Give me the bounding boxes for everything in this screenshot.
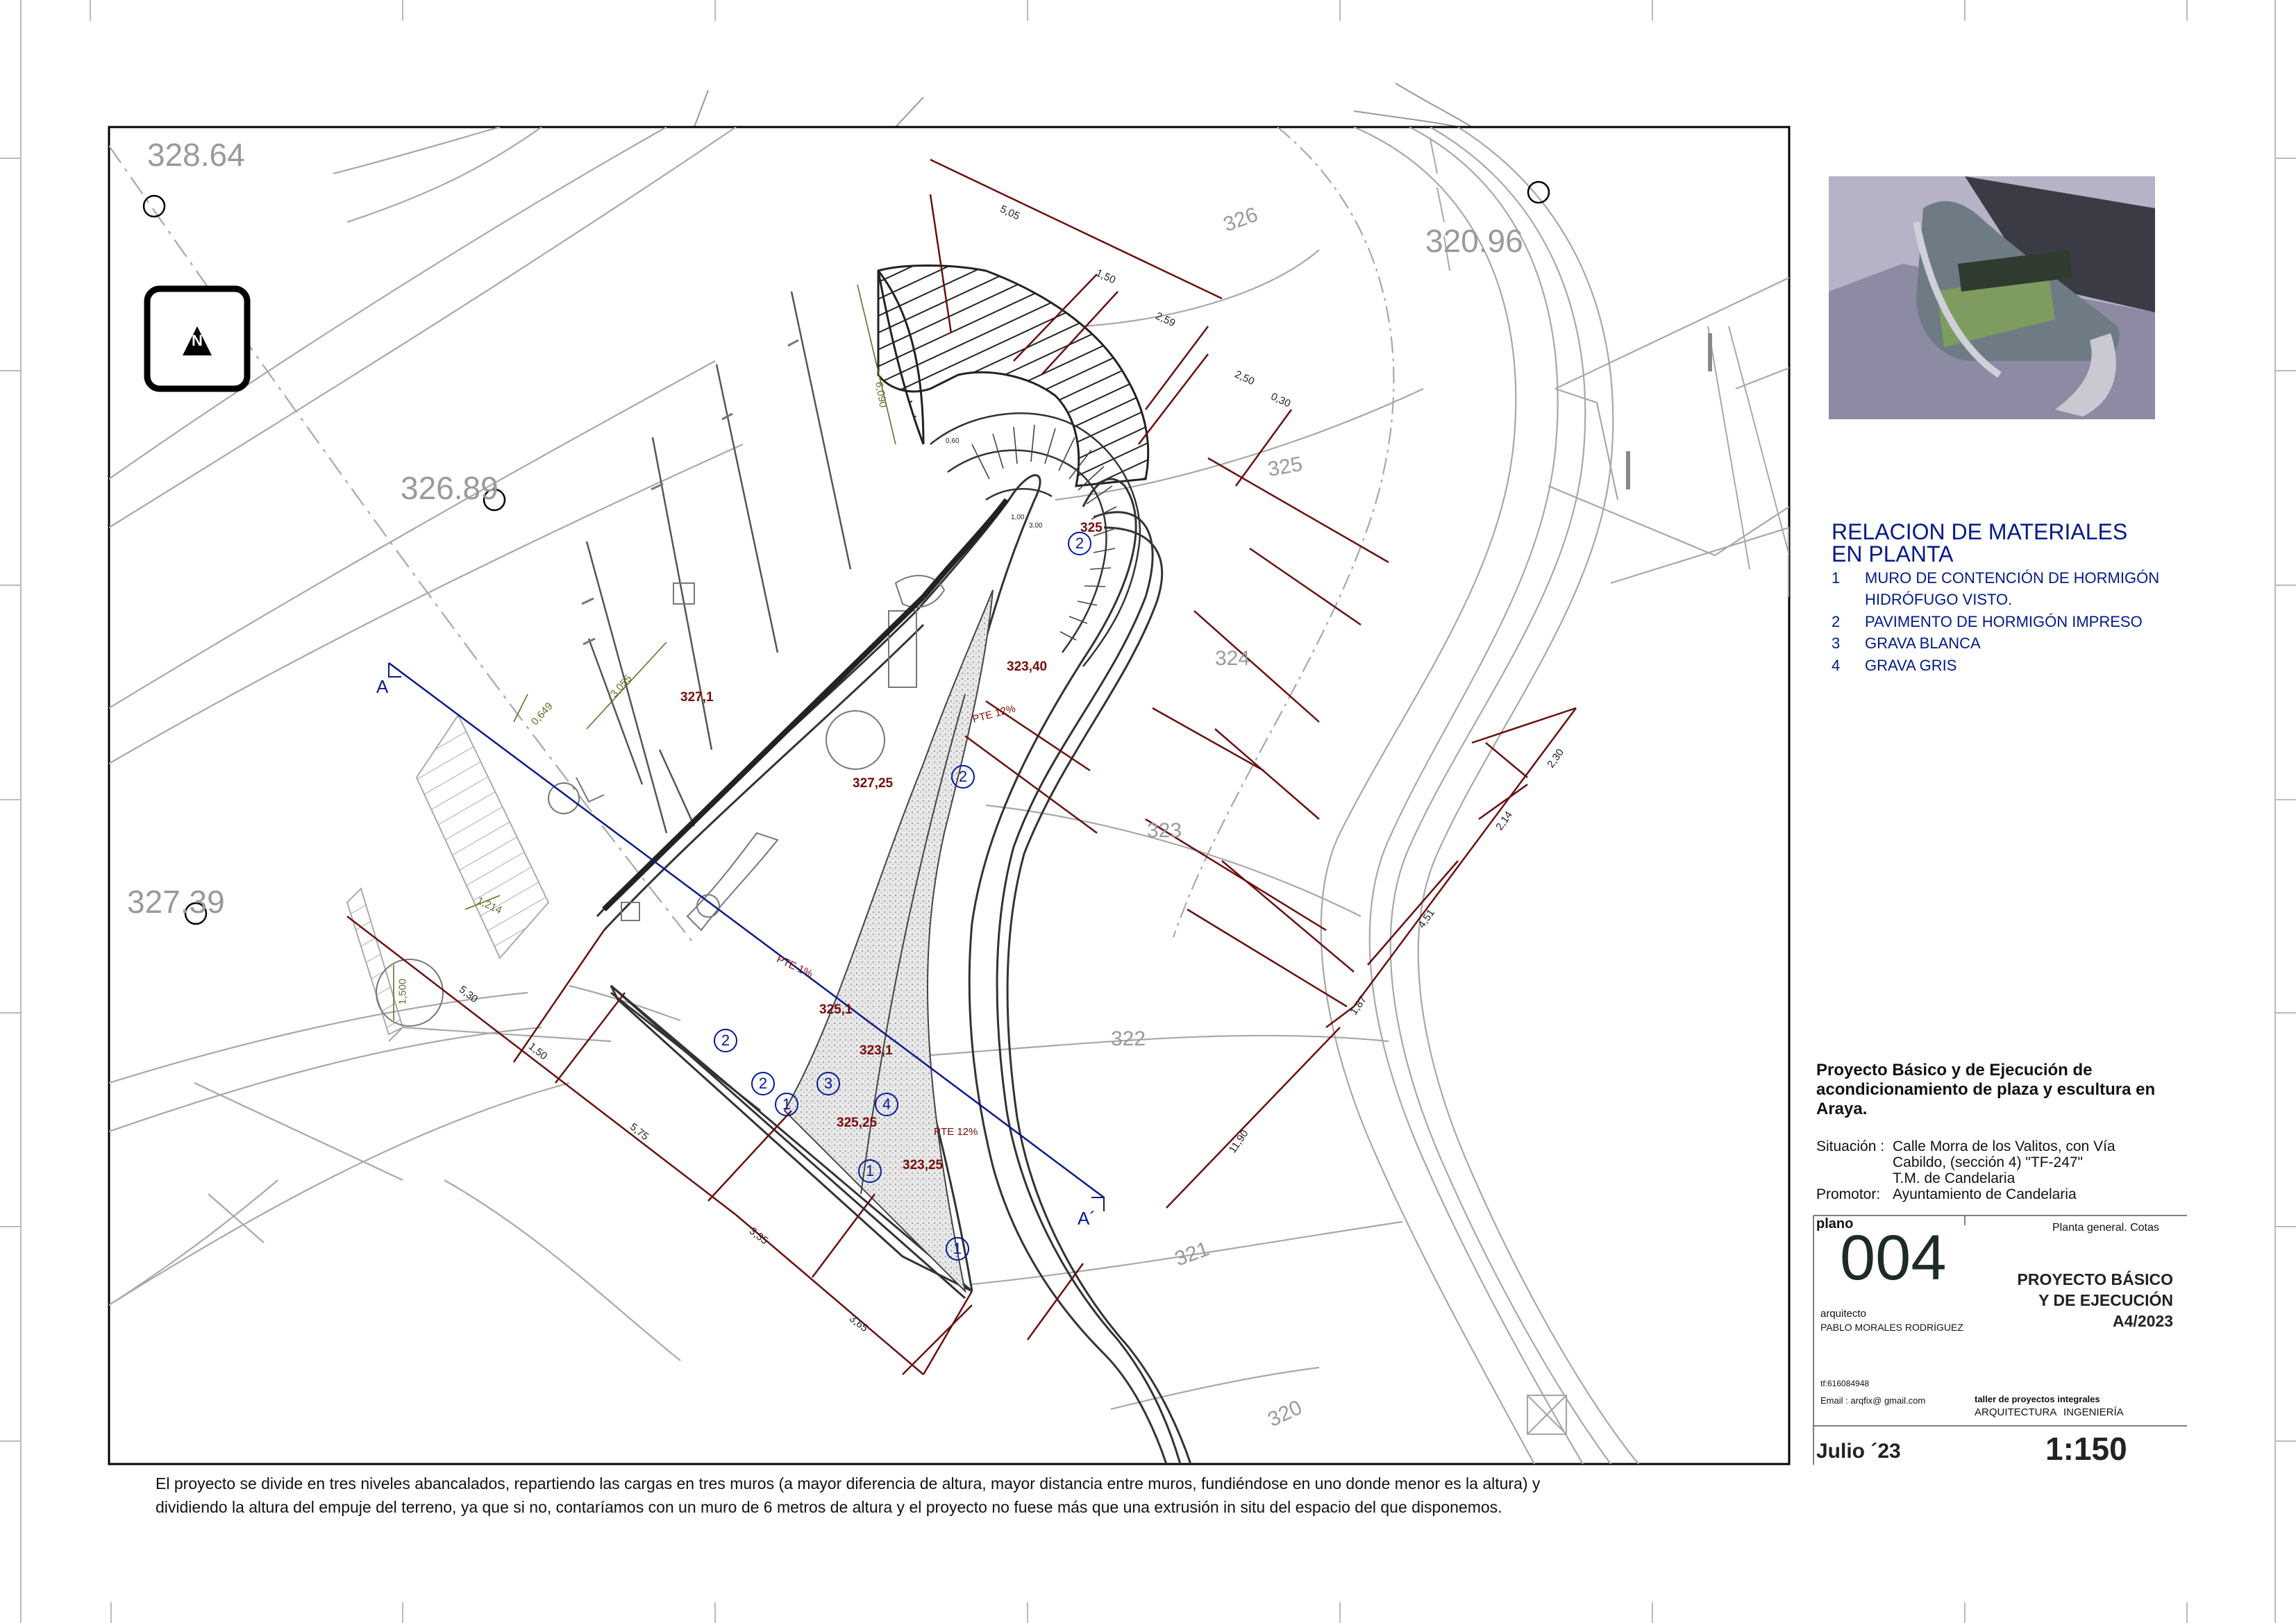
dimension-label: 3,65: [846, 1312, 871, 1335]
parking-wall: [604, 597, 923, 909]
dimension-label: 3,055: [607, 672, 635, 700]
material-marker: 1: [775, 1093, 798, 1116]
project-title: Proyecto Básico y de Ejecución de acondicionamiento de plaza y escultura en Araya.: [1816, 1061, 2156, 1118]
phase-line-2: Y DE EJECUCIÓN: [2038, 1291, 2173, 1309]
dimension-label: 6,090: [873, 380, 889, 409]
dimension-label: 2,30: [1545, 746, 1566, 771]
level-cota: 325: [1080, 521, 1103, 535]
legend-title: RELACION DE MATERIALES EN PLANTA: [1832, 519, 2128, 566]
level-cota: 327,25: [853, 776, 894, 791]
dimension-label: 5,05: [998, 203, 1022, 223]
contour-label: 322: [1111, 1027, 1146, 1050]
contour-label: 324: [1215, 647, 1250, 670]
dimension-label: 0,60: [946, 437, 960, 445]
email: Email : arqfix@ gmail.com: [1820, 1395, 1926, 1406]
level-cota: 325,25: [837, 1116, 878, 1130]
project-note-line: El proyecto se divide en tres niveles abancalados, repartiendo las cargas en tres muros (a mayor diferencia de altura, mayor distancia entre muros, fundiéndose en uno donde menor es la altura) y: [156, 1474, 1541, 1492]
spot-elevation: 328.64: [147, 137, 245, 173]
legend-item: 2 PAVIMENTO DE HORMIGÓN IMPRESO: [1832, 613, 2143, 630]
dimension-label: 11,90: [1226, 1127, 1251, 1156]
contour-label: 320: [1264, 1396, 1306, 1432]
arquitecto-name: PABLO MORALES RODRÍGUEZ: [1820, 1322, 1963, 1333]
dimension-label: 0,649: [528, 700, 555, 728]
arquitecto-label: arquitecto: [1820, 1308, 1866, 1320]
situacion-label: Situación :: [1816, 1138, 1885, 1154]
situacion-line: T.M. de Candelaria: [1893, 1170, 2016, 1186]
promotor-label: Promotor:: [1816, 1186, 1881, 1202]
plano-number: 004: [1840, 1222, 1947, 1293]
dimension-label: 1,500: [396, 978, 409, 1005]
studio-discipline: ARQUITECTURA: [1975, 1406, 2057, 1418]
material-marker: 3: [816, 1072, 840, 1095]
legend-item: 3 GRAVA BLANCA: [1832, 634, 1981, 652]
legend-item: 4 GRAVA GRIS: [1832, 657, 1957, 674]
level-cota: 325,1: [819, 1002, 853, 1017]
dimension-label: 4,51: [1416, 907, 1437, 931]
slope-label: PTE 12%: [971, 703, 1017, 725]
slope-label: PTE 1%: [774, 953, 815, 980]
plano-label: plano: [1816, 1216, 1854, 1231]
contour-label: 323: [1147, 819, 1182, 842]
spot-elevation: 320.96: [1425, 223, 1523, 259]
legend-item: 1 MURO DE CONTENCIÓN DE HORMIGÓN: [1832, 569, 2160, 587]
material-marker: 2: [951, 765, 975, 789]
studio-name: taller de proyectos integrales: [1975, 1394, 2100, 1404]
project-note-line: dividiendo la altura del empuje del terreno, ya que si no, contaríamos con un muro de 6 metros de altura y el proyecto no fuese más que una extrusión in situ del espacio del que disponemos.: [156, 1498, 1502, 1516]
section-label-a: A: [376, 676, 389, 697]
dimension-label: 2,59: [1153, 310, 1178, 330]
render-thumbnail: [1829, 176, 2155, 419]
level-cota: 323,1: [860, 1043, 893, 1058]
phase-line-1: PROYECTO BÁSICO: [2017, 1270, 2173, 1288]
north-label: N: [192, 332, 203, 349]
dimension-label: 1,87: [1348, 993, 1369, 1018]
bars: [1628, 333, 1710, 489]
material-marker: 1: [946, 1237, 969, 1261]
road-ticks: [1430, 139, 1789, 569]
dimension-label: 5,30: [456, 983, 480, 1006]
material-marker: 2: [751, 1072, 775, 1095]
parking-lines: [587, 292, 850, 833]
minor-dimensions: [394, 285, 896, 1020]
scale: 1:150: [2045, 1431, 2127, 1467]
spot-elevation: 326.89: [401, 470, 498, 506]
dimension-label: 1,50: [1093, 267, 1118, 287]
project-code: A4/2023: [2113, 1312, 2173, 1330]
date: Julio ´23: [1816, 1440, 1901, 1463]
dimension-label: 3,00: [1029, 522, 1043, 530]
studio-discipline: INGENIERÍA: [2063, 1406, 2124, 1418]
material-marker: 2: [1068, 532, 1091, 555]
level-cota: 323,40: [1007, 659, 1048, 674]
material-marker: 4: [875, 1093, 898, 1116]
material-marker: 1: [858, 1159, 882, 1183]
hatched-left: [417, 715, 548, 958]
material-marker: 2: [714, 1029, 737, 1052]
dimension-label: 3,35: [746, 1225, 771, 1247]
spiral-stair: [930, 413, 1140, 666]
legend-item-cont: HIDRÓFUGO VISTO.: [1865, 591, 2013, 608]
situacion-line: Cabildo, (sección 4) "TF-247": [1893, 1154, 2084, 1170]
dimension-label: 0,30: [1268, 390, 1293, 410]
section-label-a-prime: A´: [1078, 1208, 1096, 1229]
gravel-area: [785, 590, 993, 1291]
spot-elevation: 327.39: [127, 884, 225, 920]
dimension-label: 2,14: [1493, 809, 1515, 833]
level-cota: 327,1: [680, 690, 714, 705]
situacion-line: Calle Morra de los Valitos, con Vía: [1893, 1138, 2115, 1154]
dimension-label: 1,214: [475, 894, 504, 917]
dimension-label: 2,50: [1232, 368, 1257, 388]
contour-label: 325: [1266, 452, 1305, 482]
slope-label: PTE 12%: [934, 1126, 978, 1138]
telephone: tf:616084948: [1820, 1379, 1870, 1388]
contour-label: 321: [1171, 1237, 1213, 1271]
dimension-label: 5,75: [627, 1120, 651, 1143]
contour-label: 326: [1220, 203, 1262, 237]
dimension-label: 1,50: [526, 1040, 550, 1063]
plano-description: Planta general. Cotas: [2052, 1222, 2159, 1234]
level-cota: 323,25: [903, 1158, 944, 1172]
promotor: Ayuntamiento de Candelaria: [1893, 1186, 2077, 1202]
outside-road-lines: [694, 83, 1472, 127]
dimension-label: 1,00: [1011, 514, 1025, 521]
